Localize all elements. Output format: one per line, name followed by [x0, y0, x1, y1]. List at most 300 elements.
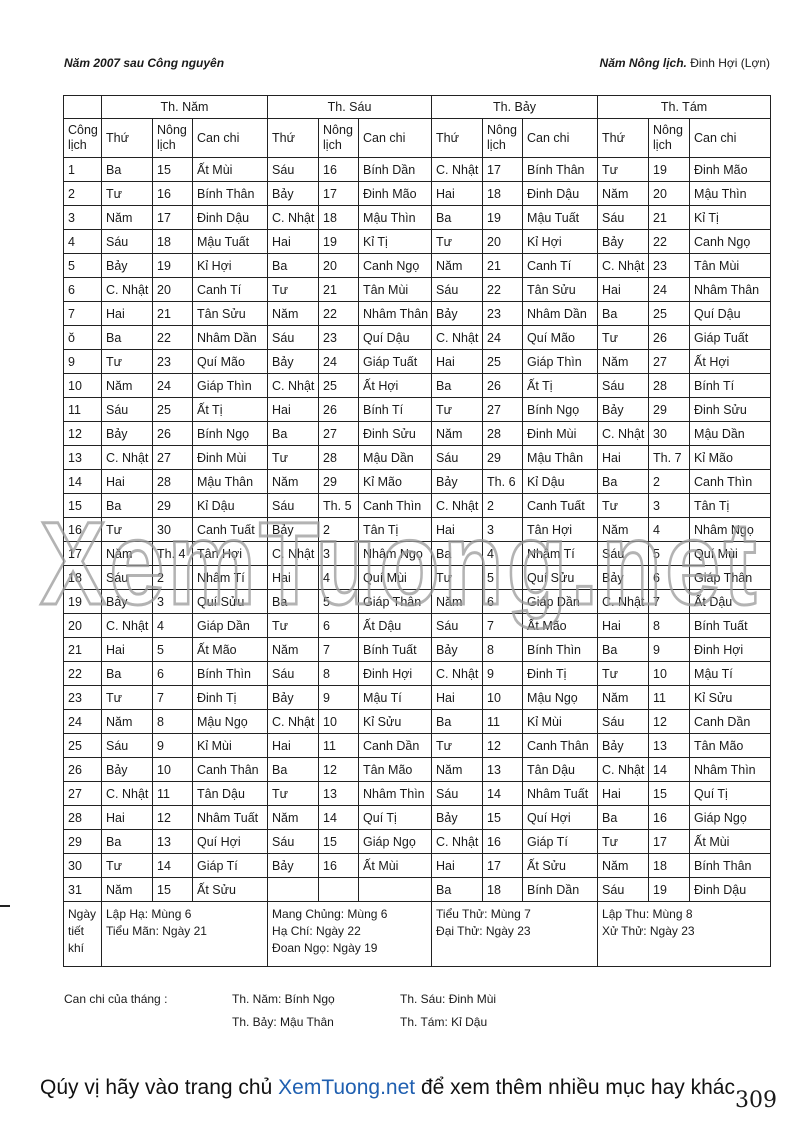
solar-day-cell: 5: [64, 254, 102, 278]
footer-site-link[interactable]: XemTuong.net: [278, 1076, 416, 1099]
day-row: [64, 446, 771, 470]
weekday-cell: Năm: [268, 302, 319, 326]
weekday-cell: Hai: [598, 614, 649, 638]
day-row: [64, 854, 771, 878]
canchi-cell: Đinh Sửu: [359, 422, 432, 446]
day-row: [64, 542, 771, 566]
lunar-day-cell: 25: [649, 302, 690, 326]
lunar-day-cell: 19: [649, 158, 690, 182]
lunar-day-cell: 20: [153, 278, 193, 302]
lunar-day-cell: 2: [153, 566, 193, 590]
canchi-cell: Ất Hợi: [359, 374, 432, 398]
weekday-cell: Năm: [268, 638, 319, 662]
canchi-cell: Nhâm Tuất: [193, 806, 268, 830]
lunar-day-cell: 12: [153, 806, 193, 830]
solar-day-cell: 22: [64, 662, 102, 686]
canchi-cell: Quí Sửu: [523, 566, 598, 590]
lunar-day-cell: 2: [649, 470, 690, 494]
lunar-day-cell: 8: [319, 662, 359, 686]
lunar-day-cell: 3: [153, 590, 193, 614]
canchi-cell: Mậu Tuất: [523, 206, 598, 230]
canchi-cell: Giáp Tí: [193, 854, 268, 878]
lunar-day-cell: 20: [319, 254, 359, 278]
solar-term-entry: Hạ Chí: Ngày 22: [272, 924, 361, 938]
canchi-cell: Giáp Thìn: [523, 350, 598, 374]
canchi-cell: Bính Thìn: [523, 638, 598, 662]
weekday-cell: Hai: [102, 806, 153, 830]
canchi-cell: Nhâm Tí: [523, 542, 598, 566]
day-row: [64, 470, 771, 494]
canchi-cell: Quí Hợi: [523, 806, 598, 830]
lunar-day-cell: 23: [153, 350, 193, 374]
canchi-cell: Ất Dậu: [690, 590, 771, 614]
canchi-column-header: Can chi: [193, 119, 268, 158]
canchi-cell: Quí Hợi: [193, 830, 268, 854]
solar-day-cell: 10: [64, 374, 102, 398]
canchi-cell: Nhâm Thìn: [690, 758, 771, 782]
weekday-cell: Năm: [268, 806, 319, 830]
canchi-cell: Đinh Tị: [193, 686, 268, 710]
lunar-day-cell: 22: [319, 302, 359, 326]
weekday-cell: Ba: [598, 302, 649, 326]
weekday-cell: Tư: [432, 734, 483, 758]
weekday-cell: C. Nhật: [268, 542, 319, 566]
weekday-cell: Năm: [598, 350, 649, 374]
canchi-cell: Tân Sửu: [523, 278, 598, 302]
weekday-cell: Bảy: [268, 182, 319, 206]
weekday-cell: Ba: [432, 374, 483, 398]
weekday-cell: Tư: [102, 854, 153, 878]
canchi-cell: Kỉ Hợi: [193, 254, 268, 278]
weekday-cell: Tư: [268, 614, 319, 638]
weekday-cell: Ba: [102, 662, 153, 686]
lunar-day-cell: [319, 878, 359, 902]
weekday-cell: Năm: [598, 854, 649, 878]
canchi-cell: Tân Mão: [690, 734, 771, 758]
lunar-day-cell: 4: [153, 614, 193, 638]
canchi-cell: Quí Mùi: [690, 542, 771, 566]
lunar-day-cell: 27: [153, 446, 193, 470]
lunar-column-header: Nông lịch: [319, 119, 359, 158]
lunar-day-cell: 10: [319, 710, 359, 734]
canchi-cell: Tân Dậu: [523, 758, 598, 782]
weekday-cell: Hai: [432, 686, 483, 710]
lunar-day-cell: 24: [483, 326, 523, 350]
weekday-cell: Ba: [432, 878, 483, 902]
lunar-day-cell: 10: [483, 686, 523, 710]
canchi-cell: Quí Dậu: [359, 326, 432, 350]
canchi-cell: Đinh Mùi: [523, 422, 598, 446]
day-row: [64, 638, 771, 662]
lunar-day-cell: 28: [153, 470, 193, 494]
canchi-cell: Nhâm Thìn: [359, 782, 432, 806]
lunar-day-cell: 30: [649, 422, 690, 446]
weekday-cell: Ba: [432, 542, 483, 566]
solar-day-cell: 21: [64, 638, 102, 662]
lunar-day-cell: 16: [483, 830, 523, 854]
day-row: [64, 566, 771, 590]
day-row: [64, 182, 771, 206]
lunar-day-cell: 6: [649, 566, 690, 590]
day-row: [64, 734, 771, 758]
lunar-day-cell: 4: [319, 566, 359, 590]
solar-day-cell: 11: [64, 398, 102, 422]
weekday-cell: Năm: [268, 470, 319, 494]
lunar-day-cell: 13: [319, 782, 359, 806]
canchi-cell: Bính Dần: [523, 878, 598, 902]
canchi-cell: Ất Tị: [523, 374, 598, 398]
lunar-day-cell: Th. 4: [153, 542, 193, 566]
canchi-cell: Ất Mùi: [359, 854, 432, 878]
corner-cell: [64, 96, 102, 119]
weekday-cell: Hai: [102, 302, 153, 326]
lunar-day-cell: 29: [483, 446, 523, 470]
day-row: [64, 278, 771, 302]
month-header: Th. Năm: [102, 96, 268, 119]
lunar-day-cell: 11: [649, 686, 690, 710]
weekday-column-header: Thứ: [268, 119, 319, 158]
lunar-day-cell: 15: [319, 830, 359, 854]
solar-term-entry: Lập Thu: Mùng 8: [602, 907, 693, 921]
canchi-cell: Bính Tuất: [359, 638, 432, 662]
lunar-day-cell: Th. 6: [483, 470, 523, 494]
solar-day-cell: 2: [64, 182, 102, 206]
day-row: [64, 350, 771, 374]
lunar-day-cell: 20: [483, 230, 523, 254]
weekday-cell: C. Nhật: [432, 830, 483, 854]
weekday-cell: Sáu: [432, 614, 483, 638]
month-header: Th. Sáu: [268, 96, 432, 119]
lunar-day-cell: 21: [649, 206, 690, 230]
lunar-day-cell: 10: [153, 758, 193, 782]
lunar-day-cell: 22: [649, 230, 690, 254]
margin-mark: [0, 905, 10, 907]
solar-day-cell: 1: [64, 158, 102, 182]
canchi-cell: Nhâm Dần: [523, 302, 598, 326]
canchi-cell: Tân Hợi: [193, 542, 268, 566]
lunar-day-cell: 2: [483, 494, 523, 518]
canchi-cell: Kỉ Mùi: [523, 710, 598, 734]
solar-day-cell: 4: [64, 230, 102, 254]
weekday-cell: C. Nhật: [102, 446, 153, 470]
lunar-day-cell: 5: [153, 638, 193, 662]
lunar-day-cell: 14: [483, 782, 523, 806]
canchi-cell: Bính Dần: [359, 158, 432, 182]
weekday-cell: Ba: [598, 470, 649, 494]
canchi-cell: Ất Mùi: [193, 158, 268, 182]
lunar-day-cell: 26: [649, 326, 690, 350]
lunar-day-cell: 24: [649, 278, 690, 302]
lunar-day-cell: 20: [649, 182, 690, 206]
canchi-cell: Canh Thìn: [359, 494, 432, 518]
footer-text-before: Qúy vị hãy vào trang chủ: [40, 1076, 279, 1099]
weekday-cell: C. Nhật: [268, 710, 319, 734]
lunar-day-cell: 28: [483, 422, 523, 446]
solar-day-cell: 19: [64, 590, 102, 614]
day-row: [64, 590, 771, 614]
day-row: [64, 158, 771, 182]
weekday-cell: Hai: [432, 182, 483, 206]
canchi-cell: Giáp Tuất: [359, 350, 432, 374]
canchi-cell: Đinh Mão: [690, 158, 771, 182]
weekday-cell: Ba: [598, 638, 649, 662]
weekday-cell: Sáu: [102, 566, 153, 590]
weekday-cell: Hai: [598, 278, 649, 302]
weekday-cell: Bảy: [268, 686, 319, 710]
canchi-cell: Mậu Thân: [523, 446, 598, 470]
day-row: [64, 398, 771, 422]
lunar-day-cell: 17: [153, 206, 193, 230]
canchi-cell: Kỉ Sửu: [690, 686, 771, 710]
day-row: [64, 758, 771, 782]
lunar-day-cell: 5: [319, 590, 359, 614]
weekday-cell: Ba: [432, 206, 483, 230]
header-label: Năm Nông lịch.: [599, 56, 687, 70]
canchi-cell: Đinh Mão: [359, 182, 432, 206]
solar-day-cell: 23: [64, 686, 102, 710]
weekday-cell: Bảy: [432, 302, 483, 326]
weekday-cell: Bảy: [598, 734, 649, 758]
weekday-column-header: Thứ: [432, 119, 483, 158]
solar-day-cell: 29: [64, 830, 102, 854]
weekday-cell: Tư: [598, 662, 649, 686]
canchi-cell: Đinh Sửu: [690, 398, 771, 422]
canchi-cell: Giáp Thân: [690, 566, 771, 590]
lunar-day-cell: 7: [153, 686, 193, 710]
weekday-cell: Ba: [102, 494, 153, 518]
lunar-day-cell: 18: [319, 206, 359, 230]
weekday-cell: Tư: [598, 830, 649, 854]
canchi-cell: Mậu Thân: [193, 470, 268, 494]
canchi-cell: Tân Tị: [359, 518, 432, 542]
lunar-day-cell: 6: [153, 662, 193, 686]
weekday-cell: Năm: [102, 710, 153, 734]
day-row: [64, 254, 771, 278]
lunar-day-cell: 11: [483, 710, 523, 734]
month-header-row: [64, 96, 771, 119]
canchi-cell: Giáp Dần: [193, 614, 268, 638]
canchi-cell: Mậu Dần: [359, 446, 432, 470]
weekday-cell: Tư: [598, 326, 649, 350]
weekday-cell: Ba: [268, 758, 319, 782]
weekday-cell: Năm: [102, 878, 153, 902]
calendar-body: [64, 158, 771, 902]
lunar-day-cell: 29: [319, 470, 359, 494]
solar-day-cell: 3: [64, 206, 102, 230]
lunar-day-cell: 6: [319, 614, 359, 638]
canchi-cell: Tân Mão: [359, 758, 432, 782]
lunar-day-cell: 27: [649, 350, 690, 374]
lunar-day-cell: 4: [649, 518, 690, 542]
lunar-day-cell: 19: [153, 254, 193, 278]
canchi-cell: Bính Thân: [523, 158, 598, 182]
solar-term-entry: Đoan Ngọ: Ngày 19: [272, 941, 378, 955]
canchi-cell: Tân Hợi: [523, 518, 598, 542]
canchi-cell: Kỉ Tị: [359, 230, 432, 254]
weekday-cell: Hai: [268, 398, 319, 422]
day-row: [64, 686, 771, 710]
lunar-day-cell: 5: [649, 542, 690, 566]
weekday-cell: Tư: [102, 182, 153, 206]
month-canchi-thang7: Th. Bảy: Mậu Thân: [232, 1015, 334, 1029]
lunar-day-cell: 11: [153, 782, 193, 806]
lunar-day-cell: Th. 5: [319, 494, 359, 518]
day-row: [64, 518, 771, 542]
solar-term-entry: Đại Thử: Ngày 23: [436, 924, 531, 938]
lunar-day-cell: 22: [153, 326, 193, 350]
canchi-cell: Đinh Dậu: [690, 878, 771, 902]
weekday-cell: Hai: [268, 230, 319, 254]
weekday-cell: Ba: [102, 326, 153, 350]
canchi-cell: Bính Tí: [690, 374, 771, 398]
column-header-row: [64, 119, 771, 158]
day-row: [64, 374, 771, 398]
canchi-cell: Ất Mão: [193, 638, 268, 662]
weekday-cell: Hai: [598, 782, 649, 806]
weekday-cell: C. Nhật: [432, 662, 483, 686]
weekday-cell: Sáu: [102, 230, 153, 254]
lunar-day-cell: 6: [483, 590, 523, 614]
solar-day-cell: 14: [64, 470, 102, 494]
day-row: [64, 710, 771, 734]
canchi-cell: Tân Mùi: [690, 254, 771, 278]
lunar-day-cell: 8: [649, 614, 690, 638]
weekday-cell: Tư: [598, 158, 649, 182]
lunar-day-cell: 15: [649, 782, 690, 806]
canchi-cell: Tân Tị: [690, 494, 771, 518]
weekday-cell: Bảy: [102, 758, 153, 782]
canchi-cell: Đinh Dậu: [523, 182, 598, 206]
lunar-day-cell: 22: [483, 278, 523, 302]
solar-day-cell: 26: [64, 758, 102, 782]
solar-day-cell: 6: [64, 278, 102, 302]
solar-term-entry: Tiểu Thử: Mùng 7: [436, 907, 531, 921]
solar-day-cell: 15: [64, 494, 102, 518]
lunar-day-cell: 12: [649, 710, 690, 734]
canchi-cell: Giáp Ngọ: [359, 830, 432, 854]
lunar-day-cell: 17: [319, 182, 359, 206]
lunar-day-cell: 13: [153, 830, 193, 854]
canchi-cell: Nhâm Tí: [193, 566, 268, 590]
canchi-cell: Canh Tí: [193, 278, 268, 302]
canchi-cell: Nhâm Ngọ: [690, 518, 771, 542]
weekday-cell: Năm: [598, 518, 649, 542]
canchi-cell: Canh Ngọ: [690, 230, 771, 254]
day-row: [64, 302, 771, 326]
lunar-day-cell: 11: [319, 734, 359, 758]
lunar-day-cell: 26: [319, 398, 359, 422]
lunar-day-cell: 16: [153, 182, 193, 206]
lunar-day-cell: 13: [649, 734, 690, 758]
weekday-cell: C. Nhật: [102, 782, 153, 806]
canchi-cell: Tân Sửu: [193, 302, 268, 326]
weekday-cell: Ba: [102, 830, 153, 854]
lunar-day-cell: 28: [649, 374, 690, 398]
month-canchi-thang6: Th. Sáu: Đinh Mùi: [400, 992, 497, 1006]
day-row: [64, 422, 771, 446]
solar-day-cell: 27: [64, 782, 102, 806]
weekday-cell: Sáu: [432, 278, 483, 302]
lunar-day-cell: 9: [649, 638, 690, 662]
solar-terms-row: [64, 902, 771, 967]
lunar-column-header: Nông lịch: [649, 119, 690, 158]
canchi-cell: Kỉ Sửu: [359, 710, 432, 734]
solar-term-entry: Tiểu Mãn: Ngày 21: [106, 924, 207, 938]
day-row: [64, 830, 771, 854]
solar-terms-cell: [102, 902, 268, 967]
weekday-column-header: Thứ: [598, 119, 649, 158]
weekday-cell: Bảy: [102, 590, 153, 614]
weekday-cell: Sáu: [598, 374, 649, 398]
canchi-cell: Giáp Ngọ: [690, 806, 771, 830]
canchi-cell: Nhâm Thân: [359, 302, 432, 326]
lunar-day-cell: 3: [483, 518, 523, 542]
lunar-day-cell: 25: [319, 374, 359, 398]
weekday-cell: Năm: [598, 686, 649, 710]
canchi-cell: Đinh Dậu: [193, 206, 268, 230]
weekday-cell: Hai: [432, 518, 483, 542]
weekday-cell: Sáu: [102, 398, 153, 422]
weekday-cell: Năm: [598, 182, 649, 206]
solar-terms-cell: [432, 902, 598, 967]
canchi-cell: Ất Mùi: [690, 830, 771, 854]
canchi-cell: Bính Ngọ: [193, 422, 268, 446]
page-number: 309: [735, 1088, 777, 1113]
weekday-cell: Tư: [432, 230, 483, 254]
canchi-cell: Mậu Dần: [690, 422, 771, 446]
solar-day-cell: 13: [64, 446, 102, 470]
canchi-cell: Kỉ Mùi: [193, 734, 268, 758]
canchi-cell: Canh Ngọ: [359, 254, 432, 278]
lunar-day-cell: 15: [153, 158, 193, 182]
solar-column-header: Công lịch: [64, 119, 102, 158]
canchi-column-header: Can chi: [359, 119, 432, 158]
canchi-cell: Mậu Thìn: [359, 206, 432, 230]
weekday-cell: Sáu: [598, 206, 649, 230]
day-row: [64, 662, 771, 686]
solar-day-cell: 30: [64, 854, 102, 878]
lunar-day-cell: 14: [319, 806, 359, 830]
lunar-day-cell: 21: [319, 278, 359, 302]
weekday-cell: Ba: [268, 422, 319, 446]
weekday-cell: Tư: [102, 686, 153, 710]
weekday-cell: C. Nhật: [268, 374, 319, 398]
weekday-cell: Hai: [102, 470, 153, 494]
weekday-cell: C. Nhật: [102, 614, 153, 638]
canchi-cell: Quí Mùi: [359, 566, 432, 590]
canchi-cell: Nhâm Ngọ: [359, 542, 432, 566]
canchi-column-header: Can chi: [690, 119, 771, 158]
lunar-day-cell: 12: [319, 758, 359, 782]
weekday-cell: Bảy: [598, 566, 649, 590]
lunar-day-cell: 26: [153, 422, 193, 446]
footer-text-after: để xem thêm nhiều mục hay khác: [415, 1076, 735, 1099]
weekday-cell: Năm: [102, 206, 153, 230]
weekday-cell: Tư: [432, 398, 483, 422]
lunar-day-cell: 13: [483, 758, 523, 782]
canchi-cell: Mậu Tí: [690, 662, 771, 686]
day-row: [64, 878, 771, 902]
day-row: [64, 326, 771, 350]
lunar-day-cell: 25: [153, 398, 193, 422]
lunar-day-cell: 19: [319, 230, 359, 254]
solar-terms-label: Ngày tiết khí: [64, 902, 102, 967]
canchi-cell: Giáp Tuất: [690, 326, 771, 350]
lunar-day-cell: 19: [649, 878, 690, 902]
lunar-day-cell: 9: [319, 686, 359, 710]
weekday-cell: Ba: [102, 158, 153, 182]
lunar-day-cell: 24: [153, 374, 193, 398]
